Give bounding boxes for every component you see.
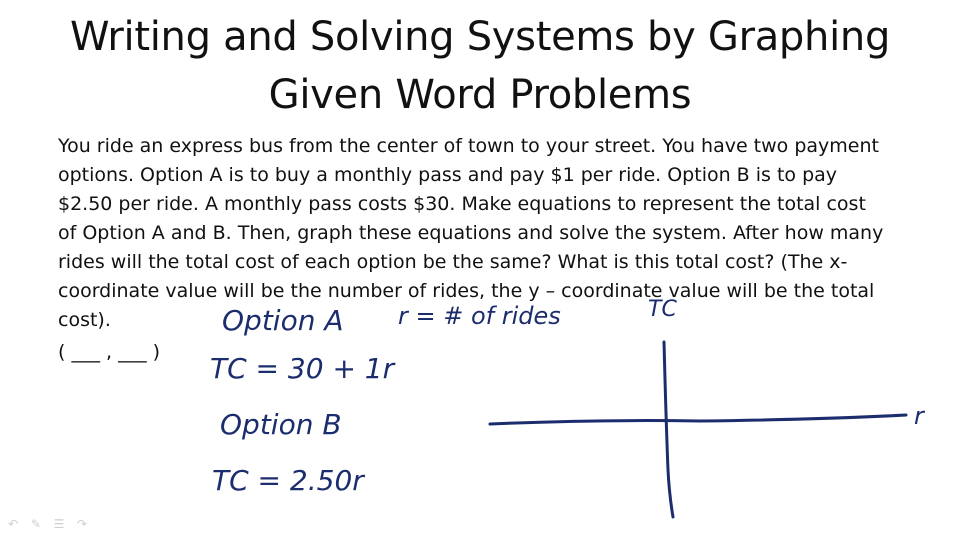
x-axis-line: [490, 415, 906, 424]
x-axis-label: r: [914, 402, 924, 430]
y-axis-line: [664, 342, 673, 517]
player-toolbar: [4, 517, 91, 531]
problem-line: $2.50 per ride. A monthly pass costs $30. Make equations to represent the total cost: [58, 193, 866, 215]
menu-icon[interactable]: ☰: [53, 517, 65, 531]
problem-line: options. Option A is to buy a monthly pass and pay $1 per ride. Option B is to pay: [58, 164, 838, 186]
problem-line: cost).: [58, 309, 111, 331]
option-b-label: Option B: [220, 408, 342, 441]
problem-line: You ride an express bus from the center of town to your street. You have two payment: [58, 135, 879, 157]
problem-line: rides will the total cost of each option be the same? What is this total cost? (The x-: [58, 251, 848, 273]
equation-option-a: TC = 30 + 1r: [210, 352, 395, 385]
redo-icon[interactable]: ↷: [76, 517, 88, 531]
variable-definition: r = # of rides: [398, 302, 561, 330]
problem-line: coordinate value will be the number of rides, the y – coordinate value will be the total: [58, 280, 875, 302]
y-axis-label: TC: [648, 297, 677, 322]
option-a-label: Option A: [222, 304, 344, 337]
page-title-line-1: Writing and Solving Systems by Graphing: [69, 14, 891, 60]
page-title-line-2: Given Word Problems: [268, 72, 692, 118]
problem-line: of Option A and B. Then, graph these equations and solve the system. After how many: [58, 222, 884, 244]
undo-icon[interactable]: ↶: [7, 517, 19, 531]
equation-option-b: TC = 2.50r: [212, 464, 364, 497]
answer-blank: ( ___ , ___ ): [58, 341, 161, 363]
pen-icon[interactable]: ✎: [30, 517, 42, 531]
